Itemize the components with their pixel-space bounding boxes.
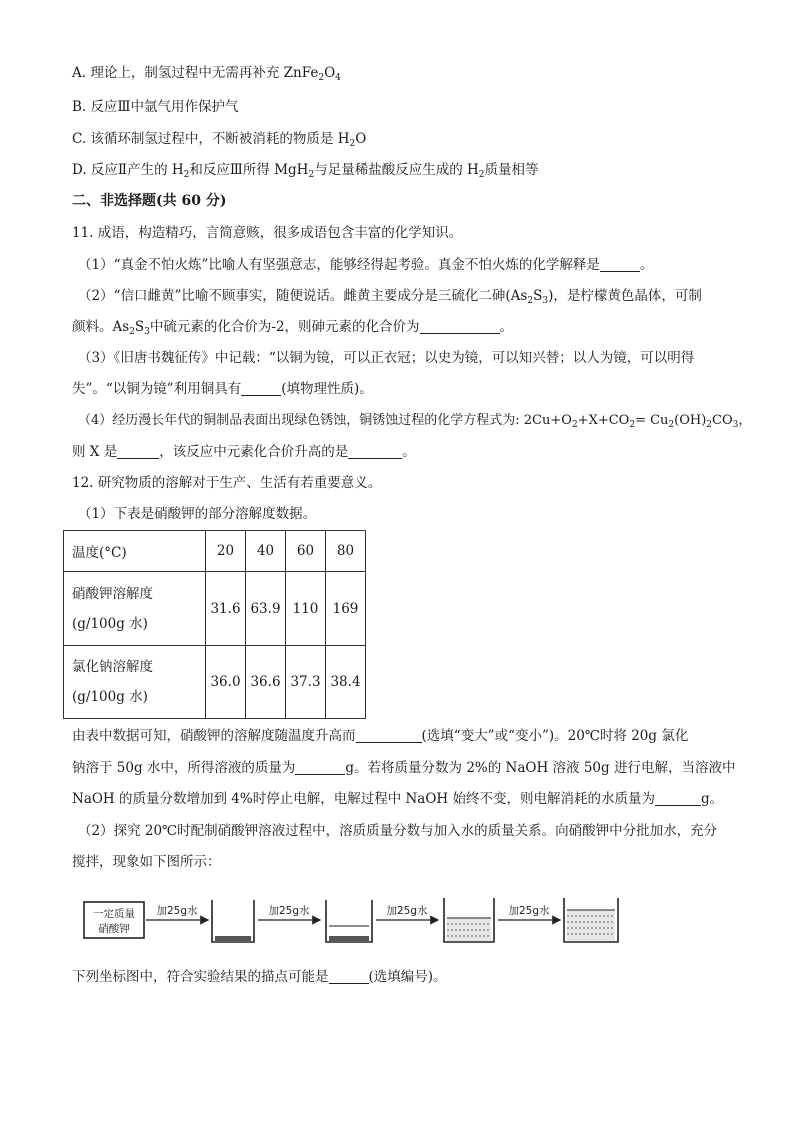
table-temp: 20 — [206, 531, 246, 572]
option-c: C. 该循环制氢过程中，不断被消耗的物质是 $H_2O$ — [72, 131, 367, 149]
box-label-line2: 硝酸钾 — [98, 923, 130, 935]
q11-part2-line2: 颜料。$As_2S_3$中硫元素的化合价为-2，则砷元素的化合价为 。 — [72, 319, 514, 337]
table-cell: 36.6 — [246, 646, 286, 719]
beaker-icon — [326, 900, 372, 942]
arrow-label: 加25g水 — [268, 905, 310, 917]
answer-blank[interactable] — [356, 728, 422, 743]
q11-part2-line1: （2）“信口雌黄”比喻不顾事实，随便说话。雌黄主要成分是三硫化二砷$(As_2S_3)$，是柠檬黄色晶体，可制 — [78, 288, 702, 306]
q11-part3-line1: （3）《旧唐书魏征传》中记载：“以铜为镜，可以正衣冠；以史为镜，可以知兴替；以人为镜，可以明得 — [78, 350, 695, 366]
solubility-table — [63, 530, 366, 719]
beaker-contents — [215, 936, 251, 941]
q12-part1: （1）下表是硝酸钾的部分溶解度数据。 — [78, 506, 317, 522]
option-d: D. 反应Ⅱ产生的 $H_2$和反应Ⅲ所得 MgH$_2$与足量稀盐酸反应生成的 $H_2$质量相等 — [72, 162, 539, 180]
table-temp: 60 — [286, 531, 326, 572]
table-cell: 169 — [326, 572, 366, 646]
beaker-contents — [329, 936, 369, 941]
q11-part4-line1: （4）经历漫长年代的铜制品表面出现绿色锈蚀，铜锈蚀过程的化学方程式为: $2Cu+O_2+X+CO_2= Cu_2(OH)_2CO_3$， — [78, 413, 752, 430]
table-row — [64, 572, 366, 646]
box-label-line1: 一定质量 — [93, 908, 135, 920]
table-cell: 31.6 — [206, 572, 246, 646]
option-a: A. 理论上，制氢过程中无需再补充 $ZnFe_2O_4$ — [72, 65, 341, 83]
table-row-label: 氯化钠溶解度 (g/100g 水) — [64, 646, 206, 719]
table-cell: 37.3 — [286, 646, 326, 719]
q11-stem: 11. 成语，构造精巧，言简意赅，很多成语包含丰富的化学知识。 — [72, 225, 463, 241]
table-header-label: 温度(°C) — [64, 531, 206, 572]
process-diagram — [82, 890, 622, 948]
q11-part1: （1）“真金不怕火炼”比喻人有坚强意志，能够经得起考验。真金不怕火炼的化学解释是 。 — [78, 257, 654, 273]
section-title: 二、非选择题(共 60 分) — [72, 193, 227, 209]
answer-blank[interactable] — [655, 791, 701, 806]
q12-part2-line1: （2）探究 20℃时配制硝酸钾溶液过程中，溶质质量分数与加入水的质量关系。向硝酸钾中分批加水，充分 — [78, 823, 718, 839]
arrow-label: 加25g水 — [386, 905, 428, 917]
table-cell: 36.0 — [206, 646, 246, 719]
table-header-row — [64, 531, 366, 572]
table-temp: 80 — [326, 531, 366, 572]
q12-final-line: 下列坐标图中，符合实验结果的描点可能是 (选填编号)。 — [72, 969, 447, 985]
beaker-contents — [567, 910, 615, 941]
answer-blank[interactable] — [241, 381, 281, 396]
arrow-label: 加25g水 — [508, 905, 550, 917]
q12-text-line3: NaOH 的质量分数增加到 4%时停止电解，电解过程中 NaOH 始终不变，则电解消耗的水质量为 g。 — [72, 791, 724, 807]
q12-text-line1: 由表中数据可知，硝酸钾的溶解度随温度升高而 (选填“变大”或“变小”)。20℃时将 20g 氯化 — [72, 728, 689, 744]
table-cell: 38.4 — [326, 646, 366, 719]
q11-part4-line2: 则 X 是 ，该反应中元素化合价升高的是 。 — [72, 444, 416, 460]
table-temp: 40 — [246, 531, 286, 572]
arrow-label: 加25g水 — [156, 905, 198, 917]
table-row — [64, 646, 366, 719]
table-row-label: 硝酸钾溶解度 (g/100g 水) — [64, 572, 206, 646]
table-cell: 63.9 — [246, 572, 286, 646]
q12-stem: 12. 研究物质的溶解对于生产、生活有若重要意义。 — [72, 475, 382, 491]
answer-blank[interactable] — [117, 444, 159, 459]
answer-blank[interactable] — [348, 444, 402, 459]
answer-blank[interactable] — [295, 760, 345, 775]
table-cell: 110 — [286, 572, 326, 646]
option-b: B. 反应Ⅲ中氩气用作保护气 — [72, 99, 239, 115]
q12-text-line2: 钠溶于 50g 水中，所得溶液的质量为 g。若将质量分数为 2%的 NaOH 溶液 50g 进行电解，当溶液中 — [72, 760, 736, 776]
answer-blank[interactable] — [329, 969, 369, 984]
answer-blank[interactable] — [600, 257, 640, 272]
q12-part2-line2: 搅拌，现象如下图所示： — [72, 854, 221, 870]
answer-blank[interactable] — [420, 319, 500, 334]
beaker-icon — [212, 900, 254, 942]
q11-part3-line2: 失”。“以铜为镜”利用铜具有 (填物理性质)。 — [72, 381, 373, 397]
